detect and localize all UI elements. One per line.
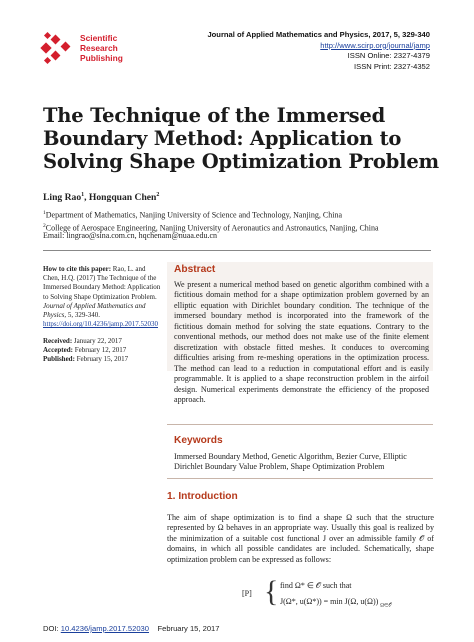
introduction-heading: 1. Introduction <box>167 491 238 502</box>
keywords-text: Immersed Boundary Method, Genetic Algorithm, Bezier Curve, Elliptic Dirichlet Boundary Value Problem, Shape Optimization Problem <box>174 452 407 472</box>
keywords-heading: Keywords <box>174 435 223 446</box>
journal-url-link[interactable]: http://www.scirp.org/journal/jamp <box>320 40 430 50</box>
issn-online: ISSN Online: 2327-4379 <box>347 51 430 60</box>
page-footer: DOI: 10.4236/jamp.2017.52030 February 15, 2017 <box>43 624 220 633</box>
keywords-bottom-rule <box>167 478 433 479</box>
header-divider <box>43 250 431 251</box>
paper-title: The Technique of the Immersed Boundary Method: Application to Solving Shape Optimization Problem <box>43 104 439 173</box>
citation-doi-link[interactable]: https://doi.org/10.4236/jamp.2017.52030 <box>43 320 158 329</box>
introduction-text: The aim of shape optimization is to find a shape Ω such that the structure represented by Ω behaves in an appropriate way. Usually this goal is realized by the minimization of a suitable cost functional J over an admissible family 𝒪 of domains, in which all possible candidates are included. Schematically, shape optimization problem can be expressed as follows: <box>167 513 434 564</box>
equation-line-2: J(Ω*, u(Ω*)) = min J(Ω, u(Ω)) $_{\Omega\in 𝒪}$ <box>280 597 392 609</box>
email-line: Email: lingrao@sina.com.cn, hqchenam@nuaa.edu.cn <box>43 231 218 240</box>
footer-date: February 15, 2017 <box>157 624 220 633</box>
how-to-cite: How to cite this paper: Rao, L. and Chen, H.Q. (2017) The Technique of the Immersed Boundary Method: Application to Solving Shape Optimization Problem. Journal of Applied Mathematics and Physics, 5, 329-340. https://doi.org/10.4236/jamp.2017.52030 <box>43 265 161 329</box>
affiliation-1: $^1$Department of Mathematics, Nanjing University of Science and Technology, Nanjing, China <box>43 210 343 220</box>
equation-tag: [P] <box>242 589 252 598</box>
publisher-name: Scientific Research Publishing <box>80 33 123 63</box>
affiliation-2: $^2$College of Aerospace Engineering, Nanjing University of Aeronautics and Astronautics, Nanjing, China <box>43 222 379 233</box>
optimization-equation <box>242 577 442 615</box>
author-1: Ling Rao <box>43 192 82 204</box>
issn-print: ISSN Print: 2327-4352 <box>354 61 430 71</box>
footer-doi-link[interactable]: 10.4236/jamp.2017.52030 <box>60 624 149 633</box>
abstract-text: We present a numerical method based on genetic algorithm combined with a fictitious domain method for a shape optimization problem governed by an elliptic equation with Dirichlet boundary condition. The technique of the immersed boundary method is incorporated into the framework of the fictitious domain method for solving the state equations. Contrary to the conventional methods, our method does not make use of the finite element discretization with obstacle fitted meshes. It conduces to overcoming difficulties arising from re-meshing operations in the optimization process. The method can lead to a reduction in computational effort and is easily programmable. It is applied to a shape reconstruction problem in the airfoil design. Numerical experiments demonstrate the efficiency of the proposed approach. <box>174 280 429 404</box>
keywords-top-rule <box>167 424 433 425</box>
journal-info <box>207 30 430 72</box>
abstract-heading: Abstract <box>174 264 216 275</box>
left-brace-icon: { <box>264 575 279 608</box>
dates-block: Received: January 22, 2017 Accepted: February 12, 2017 Published: February 15, 2017 <box>43 337 129 364</box>
equation-line-1: find Ω* ∈ 𝒪 such that <box>280 581 352 590</box>
author-list: Ling Rao$^1$, Hongquan Chen$^2$ <box>43 192 160 204</box>
journal-title: Journal of Applied Mathematics and Physics, 2017, 5, 329-340 <box>207 30 430 39</box>
author-2: Hongquan Chen <box>88 192 157 204</box>
